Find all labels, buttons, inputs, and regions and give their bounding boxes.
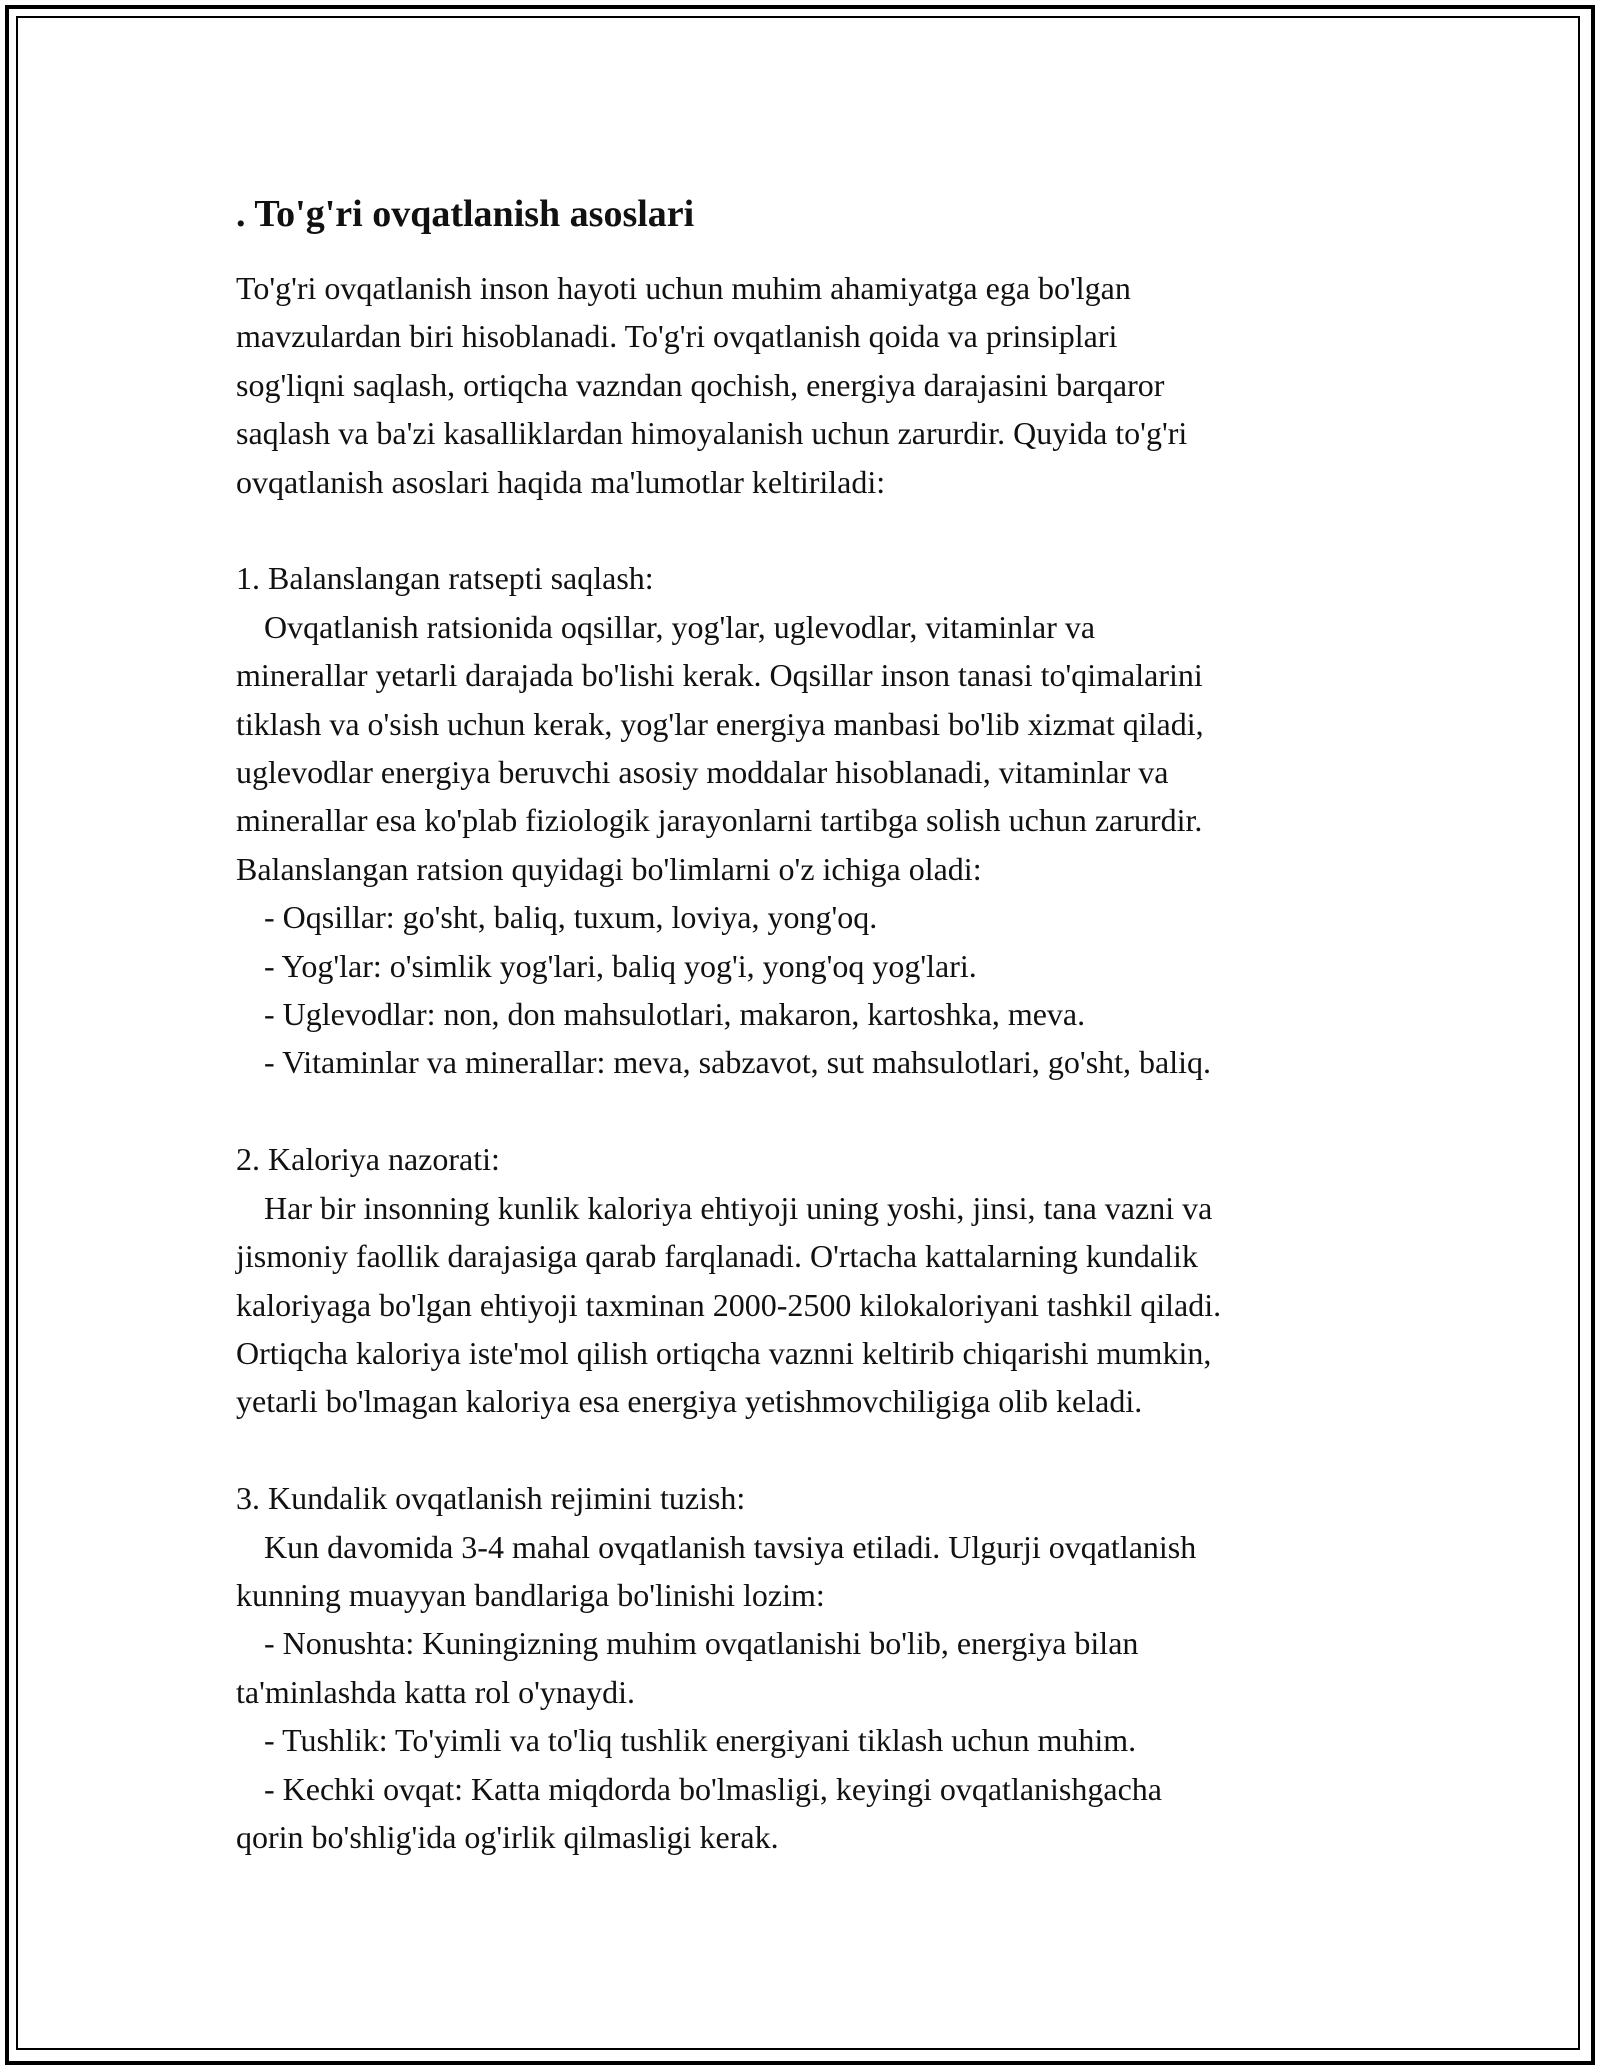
- intro-paragraph: [236, 264, 1396, 506]
- list-item: - Vitaminlar va minerallar: meva, sabzavot, sut mahsulotlari, go'sht, baliq.: [264, 1044, 1212, 1081]
- list-item-breakfast-cont: ta'minlashda katta rol o'ynaydi.: [236, 1673, 635, 1710]
- list-item: - Uglevodlar: non, don mahsulotlari, makaron, kartoshka, meva.: [264, 996, 1086, 1033]
- section-body-line: minerallar esa ko'plab fiziologik jarayonlarni tartibga solish uchun zarurdir.: [236, 802, 1203, 839]
- intro-line: mavzulardan biri hisoblanadi. To'g'ri ovqatlanish qoida va prinsiplari: [236, 318, 1118, 355]
- section-body-line: minerallar yetarli darajada bo'lishi kerak. Oqsillar inson tanasi to'qimalarini: [236, 657, 1203, 694]
- list-item-dinner: - Kechki ovqat: Katta miqdorda bo'lmasligi, keyingi ovqatlanishgacha: [264, 1770, 1162, 1807]
- list-item-lunch: - Tushlik: To'yimli va to'liq tushlik energiyani tiklash uchun muhim.: [264, 1722, 1137, 1759]
- section-body-line: Kun davomida 3-4 mahal ovqatlanish tavsiya etiladi. Ulgurji ovqatlanish: [264, 1528, 1197, 1565]
- list-item: - Yog'lar: o'simlik yog'lari, baliq yog'i, yong'oq yog'lari.: [264, 947, 977, 984]
- section-daily-regime: [236, 1474, 1396, 1861]
- list-item-dinner-cont: qorin bo'shlig'ida og'irlik qilmasligi kerak.: [236, 1818, 779, 1855]
- section-body-line: yetarli bo'lmagan kaloriya esa energiya yetishmovchiligiga olib keladi.: [236, 1383, 1143, 1420]
- section-heading: 2. Kaloriya nazorati:: [236, 1141, 500, 1178]
- intro-line: saqlash va ba'zi kasalliklardan himoyalanish uchun zarurdir. Quyida to'g'ri: [236, 415, 1188, 452]
- list-item: - Oqsillar: go'sht, baliq, tuxum, loviya, yong'oq.: [264, 899, 878, 936]
- intro-line: To'g'ri ovqatlanish inson hayoti uchun muhim ahamiyatga ega bo'lgan: [236, 270, 1131, 306]
- spacer: [236, 1426, 1396, 1474]
- document-title: . To'g'ri ovqatlanish asoslari: [236, 193, 695, 235]
- spacer: [236, 506, 1396, 554]
- intro-line: ovqatlanish asoslari haqida ma'lumotlar keltiriladi:: [236, 463, 886, 500]
- section-heading: 3. Kundalik ovqatlanish rejimini tuzish:: [236, 1480, 746, 1517]
- section-body-line: kunning muayyan bandlariga bo'linishi lozim:: [236, 1576, 825, 1613]
- spacer: [236, 1087, 1396, 1135]
- section-body-line: jismoniy faollik darajasiga qarab farqlanadi. O'rtacha kattalarning kundalik: [236, 1238, 1198, 1275]
- list-item-breakfast: - Nonushta: Kuningizning muhim ovqatlanishi bo'lib, energiya bilan: [264, 1625, 1139, 1662]
- section-heading: 1. Balanslangan ratsepti saqlash:: [236, 560, 654, 597]
- document-body: [236, 188, 1396, 1861]
- section-body-line: Ovqatlanish ratsionida oqsillar, yog'lar, uglevodlar, vitaminlar va: [264, 608, 1096, 645]
- section-calorie-control: [236, 1135, 1396, 1425]
- section-body-line: kaloriyaga bo'lgan ehtiyoji taxminan 2000-2500 kilokaloriyani tashkil qiladi.: [236, 1286, 1222, 1323]
- intro-line: sog'liqni saqlash, ortiqcha vazndan qochish, energiya darajasini barqaror: [236, 366, 1165, 403]
- section-balanced-diet: [236, 554, 1396, 1086]
- section-body-line: Balanslangan ratsion quyidagi bo'limlarni o'z ichiga oladi:: [236, 850, 982, 887]
- section-body-line: Ortiqcha kaloriya iste'mol qilish ortiqcha vaznni keltirib chiqarishi mumkin,: [236, 1334, 1212, 1371]
- section-body-line: uglevodlar energiya beruvchi asosiy moddalar hisoblanadi, vitaminlar va: [236, 754, 1169, 791]
- section-body-line: tiklash va o'sish uchun kerak, yog'lar energiya manbasi bo'lib xizmat qiladi,: [236, 705, 1204, 742]
- section-body-line: Har bir insonning kunlik kaloriya ehtiyoji uning yoshi, jinsi, tana vazni va: [264, 1189, 1213, 1226]
